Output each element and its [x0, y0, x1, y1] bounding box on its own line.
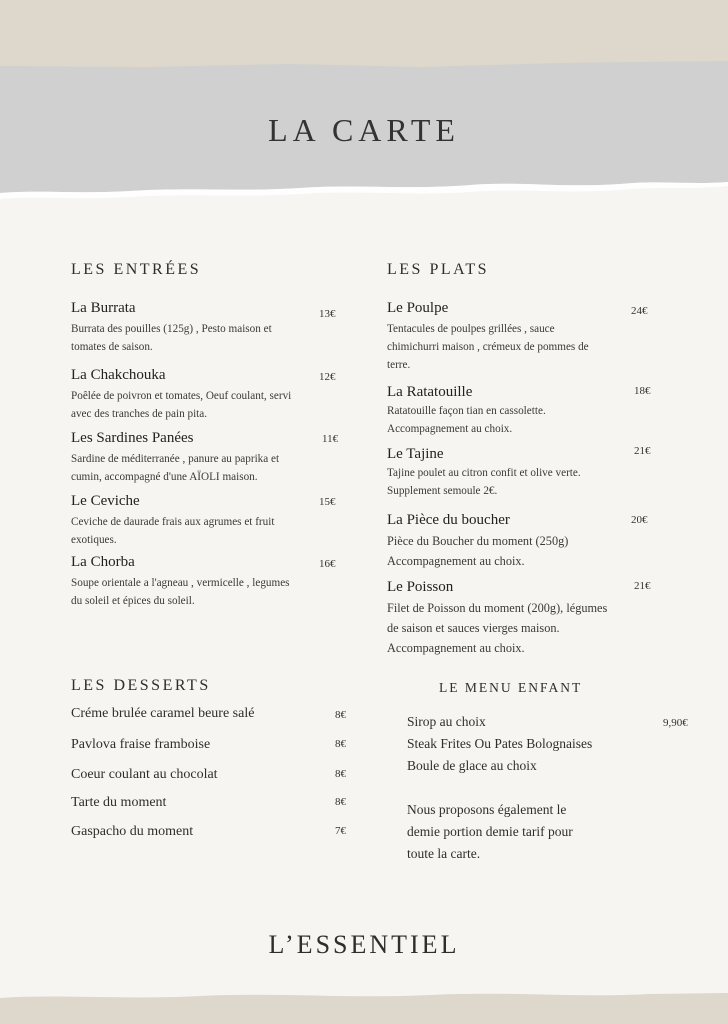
- dish-desc-line: chimichurri maison , crémeux de pommes de: [387, 341, 589, 353]
- kids-menu-item: Sirop au choix: [407, 714, 486, 729]
- dish-desc-line: du soleil et épices du soleil.: [71, 595, 195, 607]
- desserts-section-title: LES DESSERTS: [71, 677, 211, 694]
- dish-desc-line: terre.: [387, 359, 411, 371]
- dish-desc-line: Filet de Poisson du moment (200g), légumes: [387, 601, 608, 615]
- price: 8€: [335, 796, 346, 808]
- kids-menu-note-line: demie portion demie tarif pour: [407, 824, 573, 839]
- price: 8€: [335, 768, 346, 780]
- menu-item-ratatouille: [387, 384, 647, 438]
- dish-desc-line: tomates de saison.: [71, 341, 153, 353]
- price: 20€: [631, 514, 648, 526]
- menu-item-chorba: [71, 554, 341, 610]
- menu-item-chakchouka: [71, 367, 341, 423]
- dish-name: Le Ceviche: [71, 493, 140, 509]
- price: 21€: [634, 580, 651, 592]
- dessert-item: Coeur coulant au chocolat: [71, 767, 218, 782]
- page-title: LA CARTE: [268, 112, 460, 148]
- menu-item-tajine: [387, 446, 647, 500]
- kids-menu-price: 9,90€: [663, 717, 688, 729]
- menu-item-piece-du-boucher: [387, 512, 657, 571]
- dessert-item: Gaspacho du moment: [71, 824, 194, 839]
- dish-name: Le Poisson: [387, 579, 454, 595]
- dish-name: Le Tajine: [387, 446, 444, 462]
- price: 13€: [319, 308, 336, 320]
- dish-name: La Burrata: [71, 300, 136, 316]
- dish-desc-line: avec des tranches de pain pita.: [71, 408, 208, 420]
- entrees-section-title: LES ENTRÉES: [71, 261, 202, 278]
- dessert-item: Pavlova fraise framboise: [71, 737, 211, 752]
- dish-desc-line: Accompagnement au choix.: [387, 554, 525, 568]
- price: 8€: [335, 709, 346, 721]
- price: 21€: [634, 445, 651, 457]
- dish-name: La Chorba: [71, 554, 135, 570]
- menu-item-burrata: [71, 300, 341, 356]
- restaurant-name: L’ESSENTIEL: [268, 930, 460, 959]
- dish-desc-line: Ceviche de daurade frais aux agrumes et fruit: [71, 516, 275, 528]
- kids-menu-item: Steak Frites Ou Pates Bolognaises: [407, 736, 593, 751]
- dish-desc-line: exotiques.: [71, 534, 117, 546]
- plats-section-title: LES PLATS: [387, 261, 490, 278]
- price: 15€: [319, 496, 336, 508]
- menu-item-poisson: [387, 579, 662, 658]
- dish-name: La Chakchouka: [71, 367, 166, 383]
- dish-desc-line: Pièce du Boucher du moment (250g): [387, 534, 569, 548]
- dish-desc-line: Burrata des pouilles (125g) , Pesto maison et: [71, 323, 272, 335]
- kids-menu-section-title: LE MENU ENFANT: [439, 680, 583, 695]
- price: 18€: [634, 385, 651, 397]
- dish-name: La Pièce du boucher: [387, 512, 510, 528]
- price: 7€: [335, 825, 346, 837]
- dish-desc-line: Sardine de méditerranée , panure au paprika et: [71, 453, 280, 465]
- dessert-item: Tarte du moment: [71, 795, 167, 810]
- price: 12€: [319, 371, 336, 383]
- dish-desc-line: Poêlée de poivron et tomates, Oeuf coulant, servi: [71, 390, 292, 402]
- dish-name: La Ratatouille: [387, 384, 473, 400]
- dessert-item: Créme brulée caramel beure salé: [71, 706, 255, 721]
- price: 8€: [335, 738, 346, 750]
- kids-menu-item: Boule de glace au choix: [407, 758, 537, 773]
- dish-name: Les Sardines Panées: [71, 430, 194, 446]
- menu-item-ceviche: [71, 493, 341, 549]
- dish-name: Le Poulpe: [387, 300, 449, 316]
- dish-desc-line: Tentacules de poulpes grillées , sauce: [387, 323, 555, 335]
- dish-desc-line: Tajine poulet au citron confit et olive verte.: [387, 467, 581, 479]
- dish-desc-line: Soupe orientale a l'agneau , vermicelle , legumes: [71, 577, 290, 589]
- menu-item-poulpe: [387, 300, 647, 374]
- dish-desc-line: Ratatouille façon tian en cassolette.: [387, 405, 546, 417]
- dish-desc-line: cumin, accompagné d'une AÏOLI maison.: [71, 471, 258, 483]
- dish-desc-line: Supplement semoule 2€.: [387, 485, 498, 497]
- dish-desc-line: de saison et sauces vierges maison.: [387, 621, 560, 635]
- price: 16€: [319, 558, 336, 570]
- kids-menu-note-line: Nous proposons également le: [407, 802, 567, 817]
- price: 11€: [322, 433, 339, 445]
- kids-menu-note-line: toute la carte.: [407, 846, 481, 861]
- price: 24€: [631, 305, 648, 317]
- footer-paper-band: [0, 984, 728, 1024]
- dish-desc-line: Accompagnement au choix.: [387, 641, 525, 655]
- dish-desc-line: Accompagnement au choix.: [387, 423, 513, 435]
- menu-item-sardines: [71, 430, 341, 486]
